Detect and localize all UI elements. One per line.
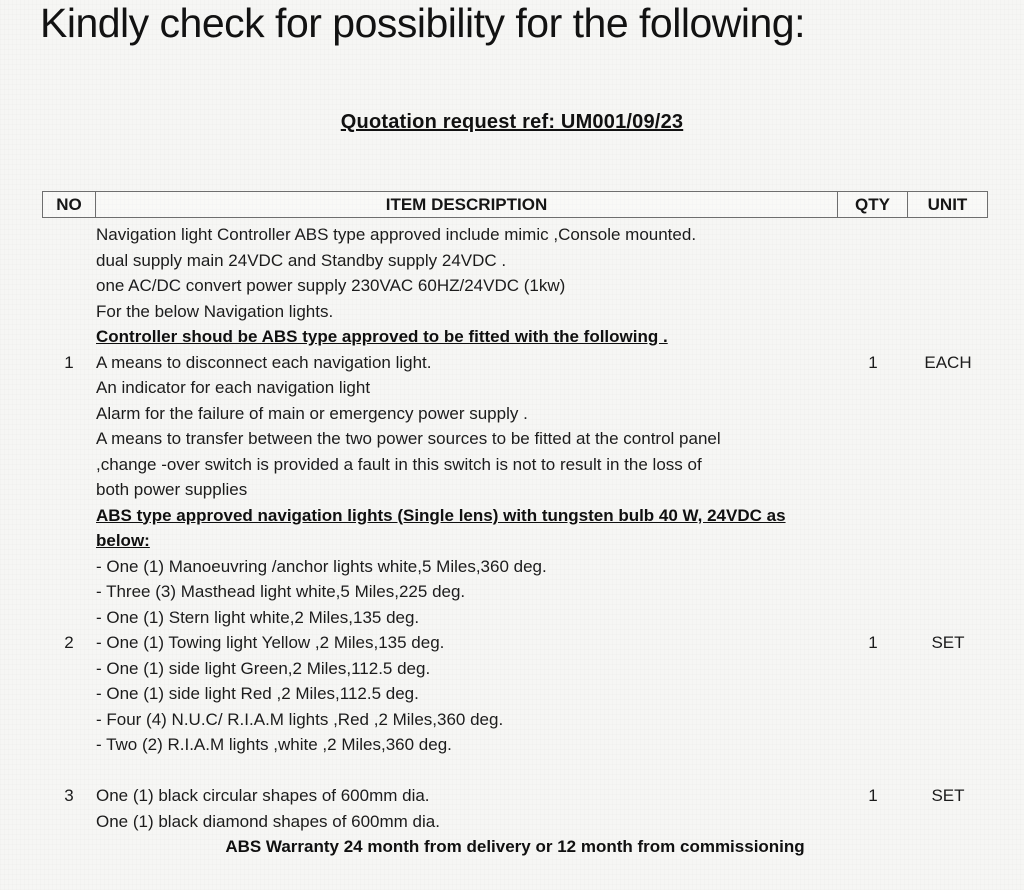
description-line: Navigation light Controller ABS type approved include mimic ,Console mounted.	[96, 225, 697, 244]
description-line: - One (1) side light Green,2 Miles,112.5 deg.	[96, 658, 431, 678]
table-body	[42, 218, 988, 834]
description-line: - One (1) Manoeuvring /anchor lights white,5 Miles,360 deg.	[96, 556, 547, 576]
description-line: both power supplies	[96, 480, 248, 499]
description-line: below:	[96, 531, 150, 550]
header-no: NO	[42, 191, 96, 218]
qty-cell: 1	[868, 786, 878, 805]
description-line: ,change -over switch is provided a fault in this switch is not to result in the loss of	[96, 454, 702, 474]
warranty-note: ABS Warranty 24 month from delivery or 12 month from commissioning	[225, 837, 805, 856]
description-cell	[96, 783, 838, 834]
qty-cell: 1	[868, 633, 878, 652]
unit-cell: SET	[931, 633, 965, 652]
description-line: For the below Navigation lights.	[96, 301, 334, 321]
description-line: - Four (4) N.U.C/ R.I.A.M lights ,Red ,2 Miles,360 deg.	[96, 709, 504, 729]
description-line: Controller shoud be ABS type approved to be fitted with the following .	[96, 327, 668, 346]
description-line: one AC/DC convert power supply 230VAC 60HZ/24VDC (1kw)	[96, 276, 566, 295]
description-line: An indicator for each navigation light	[96, 378, 371, 397]
description-line: One (1) black circular shapes of 600mm dia.	[96, 786, 430, 805]
description-line: - Two (2) R.I.A.M lights ,white ,2 Miles,360 deg.	[96, 735, 452, 754]
unit-cell: SET	[931, 786, 965, 805]
description-line: - One (1) Towing light Yellow ,2 Miles,135 deg.	[96, 633, 445, 652]
description-line: dual supply main 24VDC and Standby supply 24VDC .	[96, 250, 507, 270]
table-row	[42, 783, 988, 834]
description-cell	[96, 503, 838, 758]
description-line: - One (1) side light Red ,2 Miles,112.5 deg.	[96, 684, 419, 703]
quotation-table	[42, 191, 988, 860]
table-row	[42, 503, 988, 758]
table-row	[42, 222, 988, 503]
description-line: A means to disconnect each navigation light.	[96, 352, 432, 372]
description-line: One (1) black diamond shapes of 600mm dia.	[96, 811, 440, 831]
table-header-row	[42, 191, 988, 218]
quotation-ref-heading: Quotation request ref: UM001/09/23	[340, 111, 684, 133]
subtitle-row	[0, 111, 1024, 134]
row-number-cell: 3	[64, 786, 74, 805]
page-title: Kindly check for possibility for the following:	[40, 0, 805, 46]
header-unit: UNIT	[908, 191, 988, 218]
header-item-description: ITEM DESCRIPTION	[96, 191, 838, 218]
unit-cell: EACH	[924, 352, 972, 372]
description-line: Alarm for the failure of main or emergency power supply .	[96, 403, 528, 423]
row-number-cell: 2	[64, 633, 74, 652]
description-cell	[96, 222, 838, 503]
description-line: - One (1) Stern light white,2 Miles,135 deg.	[96, 607, 420, 627]
header-qty: QTY	[838, 191, 908, 218]
description-line: - Three (3) Masthead light white,5 Miles,225 deg.	[96, 582, 466, 601]
qty-cell: 1	[868, 352, 878, 372]
description-line: ABS type approved navigation lights (Single lens) with tungsten bulb 40 W, 24VDC as	[96, 505, 786, 525]
row-number-cell: 1	[64, 352, 74, 372]
description-line: A means to transfer between the two power sources to be fitted at the control panel	[96, 429, 721, 448]
